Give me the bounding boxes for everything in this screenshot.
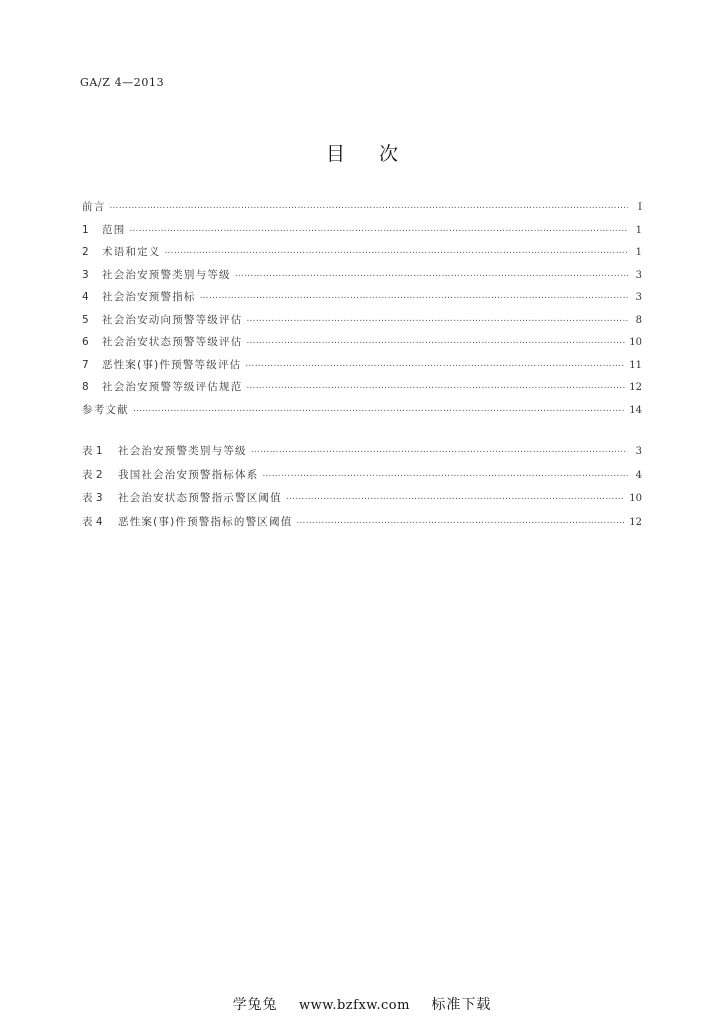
- table-entry-title: 我国社会治安预警指标体系: [118, 468, 259, 481]
- toc-entry-page: 1: [635, 224, 642, 236]
- toc-entry-title: 社会治安动向预警等级评估: [102, 313, 243, 326]
- toc-entry-number: 3: [82, 268, 89, 281]
- table-entry[interactable]: [82, 514, 642, 538]
- table-entry-page: 10: [629, 493, 642, 505]
- toc-entry-number: 7: [82, 358, 89, 371]
- toc-entry[interactable]: [82, 357, 642, 380]
- table-entry-number: 表 2: [82, 468, 103, 481]
- toc-entry-page: 3: [635, 269, 642, 281]
- toc-leader-dots: [109, 201, 628, 211]
- toc-leader-dots: [165, 246, 629, 256]
- toc-entry[interactable]: [82, 267, 642, 290]
- toc-leader-dots: [251, 445, 628, 455]
- toc-entry-page: 11: [629, 359, 642, 371]
- toc-entry-number: 6: [82, 336, 89, 348]
- toc-entry-page: Ⅰ: [638, 202, 642, 213]
- toc-title: 目次: [325, 143, 432, 165]
- toc-entry-page: 10: [629, 337, 642, 348]
- toc-leader-dots: [133, 404, 625, 414]
- toc-entry-number: 5: [82, 313, 89, 326]
- table-entry-title: 恶性案(事)件预警指标的警区阈值: [118, 516, 293, 529]
- table-entry-number: 表 1: [82, 445, 103, 457]
- toc-leader-dots: [286, 492, 625, 502]
- toc-entry[interactable]: [82, 222, 642, 245]
- table-entry[interactable]: [82, 443, 642, 467]
- toc-entry[interactable]: [82, 199, 642, 222]
- toc-entry-page: 14: [629, 404, 642, 416]
- toc-table-list: [82, 443, 642, 538]
- toc-leader-dots: [235, 269, 628, 279]
- table-entry-title: 社会治安状态预警指示警区阈值: [118, 492, 282, 505]
- table-entry-title: 社会治安预警类别与等级: [118, 445, 247, 457]
- toc-leader-dots: [246, 314, 628, 324]
- toc-leader-dots: [245, 359, 625, 369]
- table-entry[interactable]: [82, 467, 642, 491]
- document-code: GA/Z 4—2013: [80, 76, 165, 89]
- toc-entry-title: 社会治安状态预警等级评估: [102, 336, 243, 348]
- toc-leader-dots: [200, 291, 628, 301]
- toc-entry[interactable]: [82, 312, 642, 335]
- toc-entry-title: 恶性案(事)件预警等级评估: [102, 358, 242, 371]
- toc-entry-page: 8: [635, 314, 642, 326]
- table-entry-number: 表 4: [82, 516, 103, 529]
- toc-entry-title: 社会治安预警指标: [102, 291, 196, 303]
- toc-entry-number: 4: [82, 291, 89, 303]
- table-entry-page: 3: [635, 446, 642, 457]
- footer-url-link[interactable]: www.bzfxw.com: [299, 998, 410, 1013]
- toc-entry[interactable]: [82, 244, 642, 267]
- toc-entry-title: 范围: [102, 223, 126, 236]
- toc-entry[interactable]: [82, 379, 642, 402]
- toc-entry[interactable]: [82, 289, 642, 312]
- table-entry-page: 4: [635, 469, 642, 481]
- toc-entry-number: 1: [82, 223, 89, 236]
- toc-leader-dots: [246, 381, 625, 391]
- toc-leader-dots: [246, 336, 625, 346]
- toc-entry-number: 8: [82, 381, 89, 393]
- toc-entry-page: 1: [635, 247, 642, 258]
- table-entry[interactable]: [82, 490, 642, 514]
- toc-entry-title: 社会治安预警等级评估规范: [102, 381, 243, 393]
- toc-entry-title: 社会治安预警类别与等级: [102, 268, 231, 281]
- toc-entry[interactable]: [82, 402, 642, 425]
- toc-leader-dots: [262, 469, 628, 479]
- toc-main-list: [82, 199, 642, 424]
- toc-entry[interactable]: [82, 334, 642, 357]
- toc-leader-dots: [296, 516, 625, 526]
- footer-tagline: 标准下载: [431, 997, 492, 1013]
- footer-site-name: 学兔兔: [232, 997, 278, 1013]
- toc-leader-dots: [129, 224, 628, 234]
- toc-entry-title: 前言: [82, 201, 106, 213]
- table-entry-page: 12: [629, 517, 642, 529]
- table-entry-number: 表 3: [82, 492, 103, 505]
- toc-entry-number: 2: [82, 246, 89, 258]
- site-footer: [0, 994, 724, 1014]
- toc-entry-page: 12: [629, 382, 642, 393]
- toc-entry-page: 3: [635, 292, 642, 303]
- toc-entry-title: 术语和定义: [102, 246, 161, 258]
- toc-entry-title: 参考文献: [82, 403, 129, 416]
